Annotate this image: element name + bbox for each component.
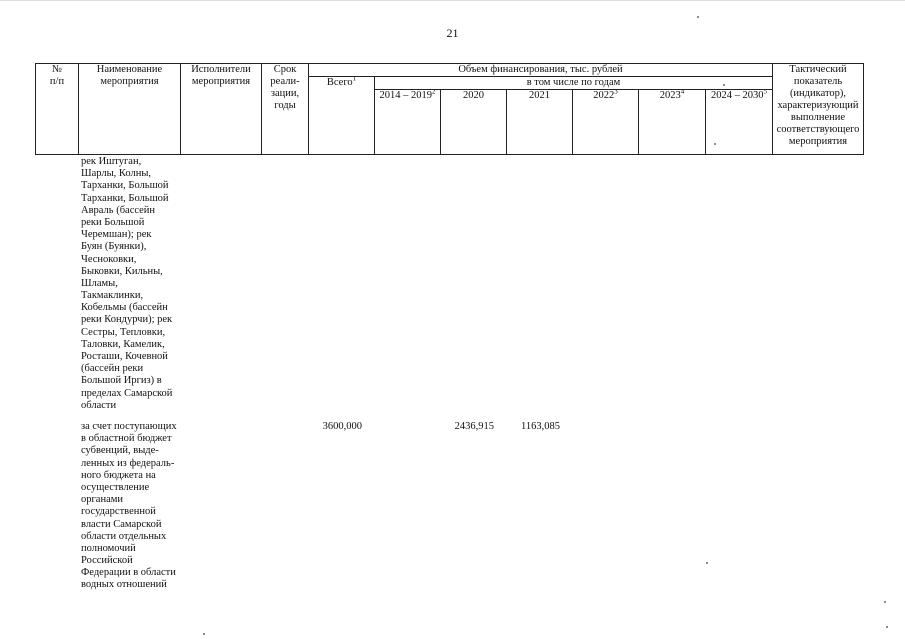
scan-speck [706,562,708,564]
col-year-2024-2030: 2024 – 2030$^5$ [706,90,773,155]
scan-speck [203,633,205,635]
col-name-header: Наименование мероприятия [79,64,181,155]
page-number: 21 [446,26,459,40]
col-executors-header: Исполнители мероприятия [181,64,262,155]
scan-speck [884,601,886,603]
col-year-2021: 2021 [507,90,573,155]
scan-speck [723,84,725,86]
row-2-year-2021: 1163,085 [521,421,560,432]
col-by-years-header: в том числе по годам [375,77,773,90]
col-total-header: Всего$^1$ [309,77,375,155]
row-2-year-2020: 2436,915 [454,421,494,432]
top-edge-line [0,0,905,1]
table-header [35,63,864,155]
scan-speck [886,626,888,628]
col-year-2023: 2023$^4$ [639,90,706,155]
col-number-header: № п/п [36,64,79,155]
row-2-description: за счет поступающих в областной бюджет субвенций, выде- ленных из федераль- ного бюджета на осуществление органами государственной власти Самарской области отдельных полномочий Российской Федерации в области водных отношений [81,421,177,591]
row-1-description: рек Иштуган, Шарлы, Колны, Тарханки, Большой Тарханки, Большой Авраль (бассейн реки Большой Черемшан); рек Буян (Буянки), Чесноковки, Быковки, Кильны, Шламы, Такмаклинки, Кобельмы (бассейн реки Кондурчи); рек Сестры, Тепловки, Таловки, Камелик, Росташи, Кочевной (бассейн реки Большой Иргиз) в пределах Самарской области [81,156,173,411]
col-year-2020: 2020 [441,90,507,155]
col-year-2014-2019: 2014 – 2019$^2$ [375,90,441,155]
scan-speck [714,143,716,145]
col-indicator-header: Тактический показатель (индикатор), характеризующий выполнение соответствующего мероприятия [773,64,864,155]
col-term-header: Срок реали- зации, годы [262,64,309,155]
scan-speck [697,16,699,18]
col-year-2022: 2022$^3$ [573,90,639,155]
col-funding-header: Объем финансирования, тыс. рублей [309,64,773,77]
row-2-total: 3600,000 [322,421,362,432]
